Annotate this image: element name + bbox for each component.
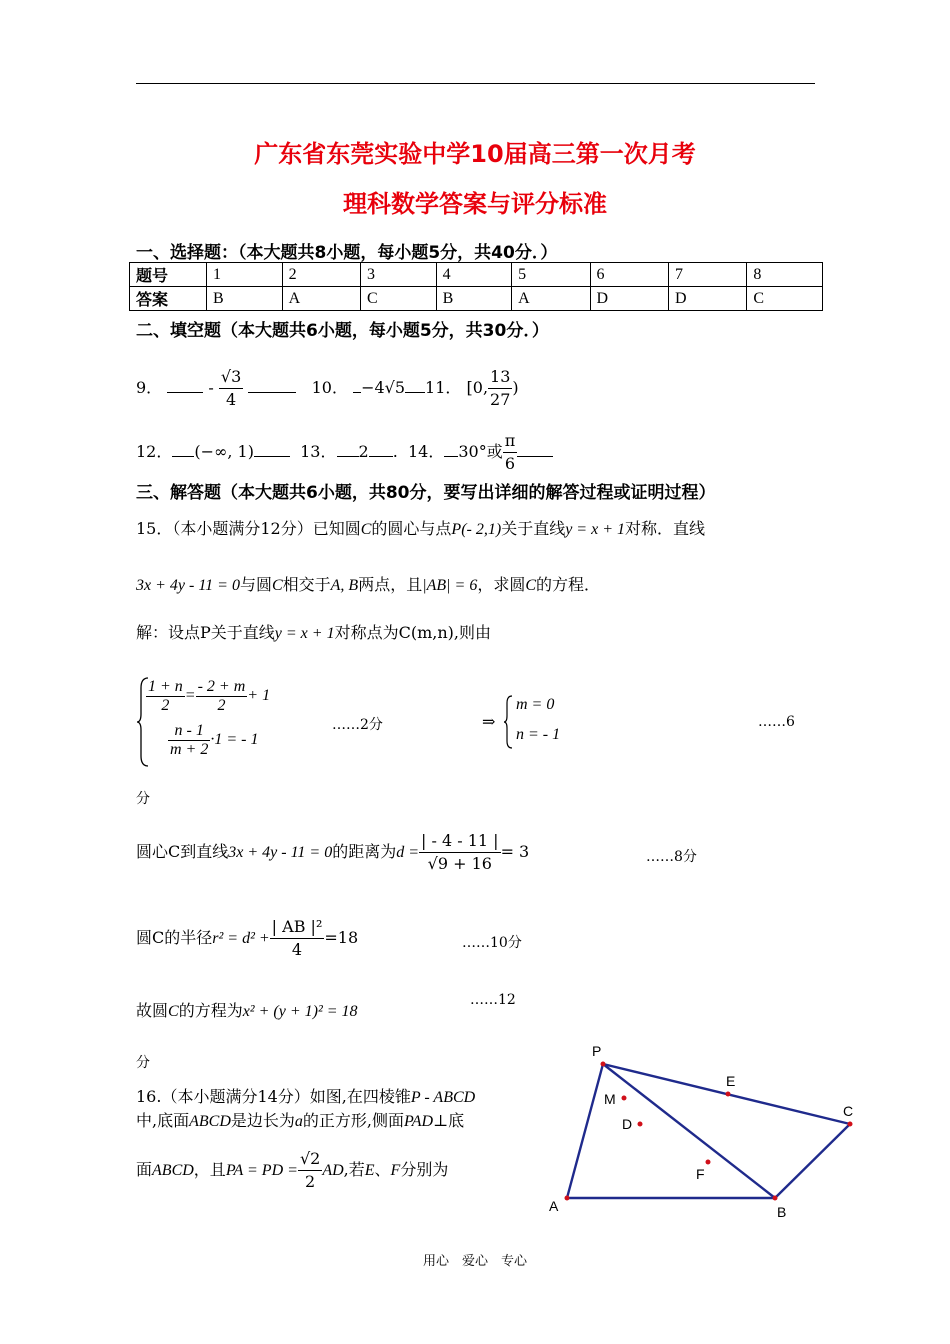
q15-stem-text: 15．（本小题满分12分）已知圆 [136,519,361,538]
page-subtitle: 理科数学答案与评分标准 [343,190,607,218]
math-expr: x² + (y + 1)² = 18 [242,1003,358,1020]
blank-line [254,456,290,457]
math-expr: = 3 [500,842,530,861]
fraction-numerator: | AB |² [270,916,325,939]
solution-text: 对称点为C(m,n),则由 [334,623,491,642]
q11-right: ) [512,378,519,397]
q15-stem-line2 [136,572,600,595]
point-D [638,1122,643,1127]
q16-line3 [136,1148,448,1193]
math-expr: P(- 2,1) [451,521,502,538]
q15-radius-line [136,916,358,961]
label-B: B [777,1204,787,1220]
label-A: A [549,1198,559,1214]
math-var: C [360,521,372,538]
page-footer: 用心 爱心 专心 [422,1254,527,1269]
fraction-denominator: 2 [217,697,226,714]
math-expr: + 1 [247,687,271,705]
math-expr: P - ABCD [410,1089,476,1106]
fraction-denominator: m + 2 [170,741,209,758]
row-label: 题号 [130,263,207,287]
page-title: 广东省东莞实验中学10届高三第一次月考 [254,140,696,168]
table-cell: C [747,287,823,311]
q16-text: 底 [448,1111,465,1130]
fraction-numerator: 1 + n [148,678,183,695]
fraction-numerator: √3 [219,366,243,389]
table-cell: D [590,287,668,311]
fraction-denominator: √9 + 16 [427,854,492,873]
q12-line: 12． (−∞, 1) 13． 2 . 14． 30°或 $\frac{\pi}{6}$ [136,430,553,475]
solution-text: 故圆 [136,1001,169,1020]
table-cell: A [512,287,590,311]
math-var: a [294,1113,303,1130]
table-cell: 8 [747,263,823,287]
label-C: C [843,1103,854,1119]
q14-number: 14． [407,442,445,461]
point-F [706,1160,711,1165]
math-expr: y = x + 1 [565,521,625,538]
q15-stem-text: 对称．直线 [625,519,706,538]
score-unit: 分 [136,791,150,807]
section3-heading: 三、解答题（本大题共6小题，共80分，要写出详细的解答过程或证明过程） [136,483,716,503]
table-cell: 3 [360,263,436,287]
table-cell: C [360,287,436,311]
score-mark: ……6 [758,714,795,730]
math-expr: 3x + 4y - 11 = 0 [136,577,240,594]
q16-text: ,若 [343,1160,365,1179]
fraction [146,678,185,715]
system-eq1 [146,678,270,715]
solution-text: 的距离为 [332,842,397,861]
math-expr: =18 [324,928,359,947]
q16-line1 [136,1084,475,1107]
q13-number: 13． [300,442,337,461]
table-cell: 1 [207,263,283,287]
edge-PA [567,1064,603,1198]
math-var: E [364,1162,375,1179]
fraction [298,1148,322,1193]
header-rule [136,83,815,84]
q12-number: 12． [136,442,173,461]
score-mark: ……2分 [332,717,383,733]
fraction-denominator: 2 [305,1172,316,1191]
q16-text: ，且 [193,1160,226,1179]
q11-number: 11． [425,378,462,397]
result-m: m = 0 [516,696,555,713]
q15-final-line [136,998,358,1021]
fraction-denominator: 27 [490,390,511,409]
fraction-numerator: π [503,430,518,453]
equals-sign: = [184,687,196,705]
table-cell: B [436,287,512,311]
fraction [196,678,248,715]
math-expr: r² = d² + [212,930,270,947]
fraction-numerator: 13 [488,366,512,389]
perp-symbol: ⊥ [433,1111,449,1130]
math-var: C [168,1003,179,1020]
table-row [130,263,823,287]
section1-heading: 一、选择题：（本大题共8小题，每小题5分，共40分．） [136,243,558,263]
fraction [270,916,325,961]
q15-stem-text: 两点，且 [358,575,423,594]
answer-table [129,262,823,311]
table-cell: 5 [512,263,590,287]
blank-line [369,456,393,457]
q15-stem-text: 与圆 [239,575,272,594]
q11-answer-fraction [488,366,512,411]
math-var: C [271,577,283,594]
fraction-numerator: n - 1 [168,722,210,741]
q10-number: 10． [311,378,348,397]
math-expr: ·1 = - 1 [210,731,259,749]
score-mark: ……12 [470,992,516,1008]
fraction-numerator: √2 [298,1148,322,1171]
label-E: E [726,1073,736,1089]
q16-text: 分别为 [400,1160,449,1179]
q9-number: 9． [136,378,163,397]
q15-stem-text: 的方程． [536,575,601,594]
q16-text: 是边长为 [230,1111,295,1130]
blank-line [248,392,296,393]
math-expr: 3x + 4y - 11 = 0 [228,844,333,861]
q16-text: 16.（本小题满分14分）如图,在四棱锥 [136,1087,411,1106]
section2-heading: 二、填空题（本大题共6小题，每小题5分，共30分．） [136,321,549,341]
label-D: D [622,1116,633,1132]
table-cell: 7 [668,263,746,287]
solution-text: 圆心C到直线 [136,842,229,861]
left-brace-icon [504,694,514,750]
q10-answer: −4√5 [361,378,406,397]
math-expr: ABCD [189,1113,231,1130]
math-expr: AD [322,1162,344,1179]
fraction [168,722,210,759]
q9-line [136,366,519,411]
fraction-denominator: 4 [225,390,237,409]
label-F: F [696,1166,705,1182]
q15-stem-text: 的圆心与点 [371,519,452,538]
q16-text: 的正方形,侧面 [302,1111,404,1130]
table-cell: 6 [590,263,668,287]
table-cell: A [282,287,360,311]
q15-distance-line [136,830,529,875]
edge-CB [775,1124,850,1198]
point-C [848,1122,853,1127]
q12-answer: (−∞, 1) [194,442,254,461]
q13-answer: 2 [358,442,369,461]
math-var: F [390,1162,401,1179]
result-n: n = - 1 [516,726,561,743]
fraction-denominator: 2 [161,697,170,714]
blank-line [172,456,194,457]
math-expr: A, B [330,577,359,594]
fraction-numerator: | - 4 - 11 | [419,830,501,853]
blank-line [405,392,425,393]
blank-line [337,456,359,457]
table-row [130,287,823,311]
table-cell: D [668,287,746,311]
q14-or: 或 [486,442,503,461]
math-expr: y = x + 1 [274,625,335,642]
table-cell: 2 [282,263,360,287]
fraction-denominator: 6 [504,454,516,473]
q16-line2 [136,1108,464,1131]
q16-text: 中,底面 [136,1111,190,1130]
blank-line [167,392,203,393]
q16-text: 、 [374,1160,391,1179]
system-eq2 [168,722,258,759]
blank-line [517,456,553,457]
table-cell: B [207,287,283,311]
label-M: M [604,1091,616,1107]
blank-line [353,392,361,393]
q14-answer-fraction [503,430,518,475]
math-expr: ABCD [152,1162,194,1179]
fraction-denominator: 4 [291,940,303,959]
math-expr: |AB| = 6 [422,577,478,594]
q16-text: 面 [136,1160,153,1179]
q15-solution-line1 [136,620,491,643]
point-P [601,1062,606,1067]
math-var: C [525,577,537,594]
q15-stem-text: ，求圆 [477,575,526,594]
pyramid-figure [540,1040,870,1225]
solution-text: 圆C的半径 [136,928,213,947]
q14-answer-a: 30° [458,442,487,461]
q9-answer-fraction [219,366,243,411]
q9-sign: - [208,378,214,397]
math-expr: PAD [403,1113,434,1130]
q15-stem-line1 [136,516,705,539]
fraction [419,830,501,875]
table-cell: 4 [436,263,512,287]
solution-text: 的方程为 [178,1001,243,1020]
q15-stem-text: 相交于 [282,575,331,594]
point-A [565,1196,570,1201]
label-P: P [592,1043,602,1059]
point-B [773,1196,778,1201]
q15-stem-text: 关于直线 [501,519,566,538]
fraction-numerator: - 2 + m [197,678,246,695]
solution-text: 解：设点P关于直线 [136,623,275,642]
row-label: 答案 [130,287,207,311]
q11-left: [0, [466,378,489,397]
math-expr: d = [396,844,419,861]
point-M [622,1096,627,1101]
point-E [726,1092,731,1097]
implies-icon: ⇒ [482,712,496,731]
score-mark: ……10分 [462,935,522,951]
score-mark: ……8分 [646,849,697,865]
blank-line [444,456,458,457]
score-unit: 分 [136,1055,150,1071]
math-expr: PA = PD = [225,1162,298,1179]
